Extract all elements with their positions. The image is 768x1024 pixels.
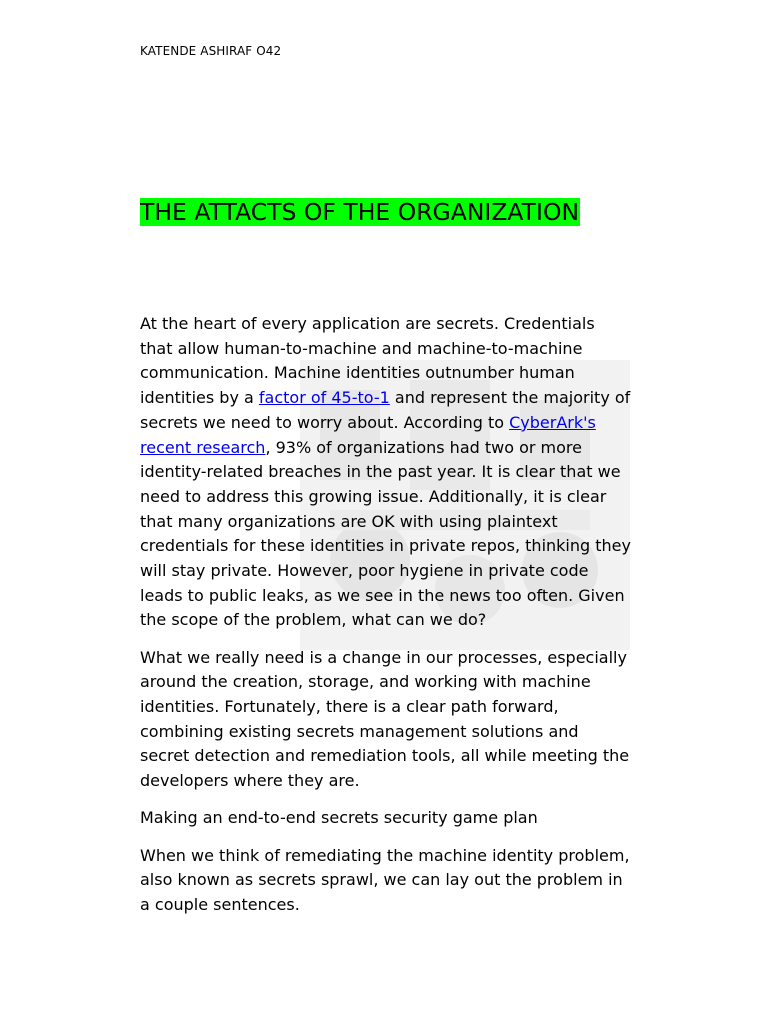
paragraph-1-part-2: and represent the majority of secrets we need to worry about. According to [140, 388, 631, 432]
paragraph-2: What we really need is a change in our processes, especially around the creation, storage, and working with machine identities. Fortunately, there is a clear path forward, combining existing secrets management solutions and secret detection and remediation tools, all while meeting the developers where they are. [140, 647, 630, 791]
paragraph-1 [140, 312, 632, 633]
title-highlight: THE ATTACTS OF THE ORGANIZATION [140, 198, 580, 226]
header-author: KATENDE ASHIRAF O42 [140, 44, 282, 58]
cyberark-research-link[interactable]: CyberArk's recent research [140, 412, 596, 457]
body-text [140, 312, 632, 930]
paragraph-1-part-3: , 93% of organizations had two or more identity-related breaches in the past year. It is clear that we need to address this growing issue. Additionally, it is clear that many organizations are OK with using plaintext credentials for these identities in private repos, thinking they will stay private. However, poor hygiene in private code leads to public leaks, as we see in the news too often. Given the scope of the problem, what can we do? [140, 437, 631, 630]
paragraph-3: Making an end-to-end secrets security game plan [140, 808, 538, 828]
paragraph-4: When we think of remediating the machine identity problem, also known as secrets sprawl, we can lay out the problem in a couple sentences. [140, 845, 630, 914]
factor-link[interactable]: factor of 45-to-1 [258, 388, 390, 408]
paragraph-1-part-1: At the heart of every application are secrets. Credentials that allow human-to-machine and machine-to-machine communication. Machine identities outnumber human identities by a [140, 314, 595, 408]
page-title [140, 198, 580, 227]
